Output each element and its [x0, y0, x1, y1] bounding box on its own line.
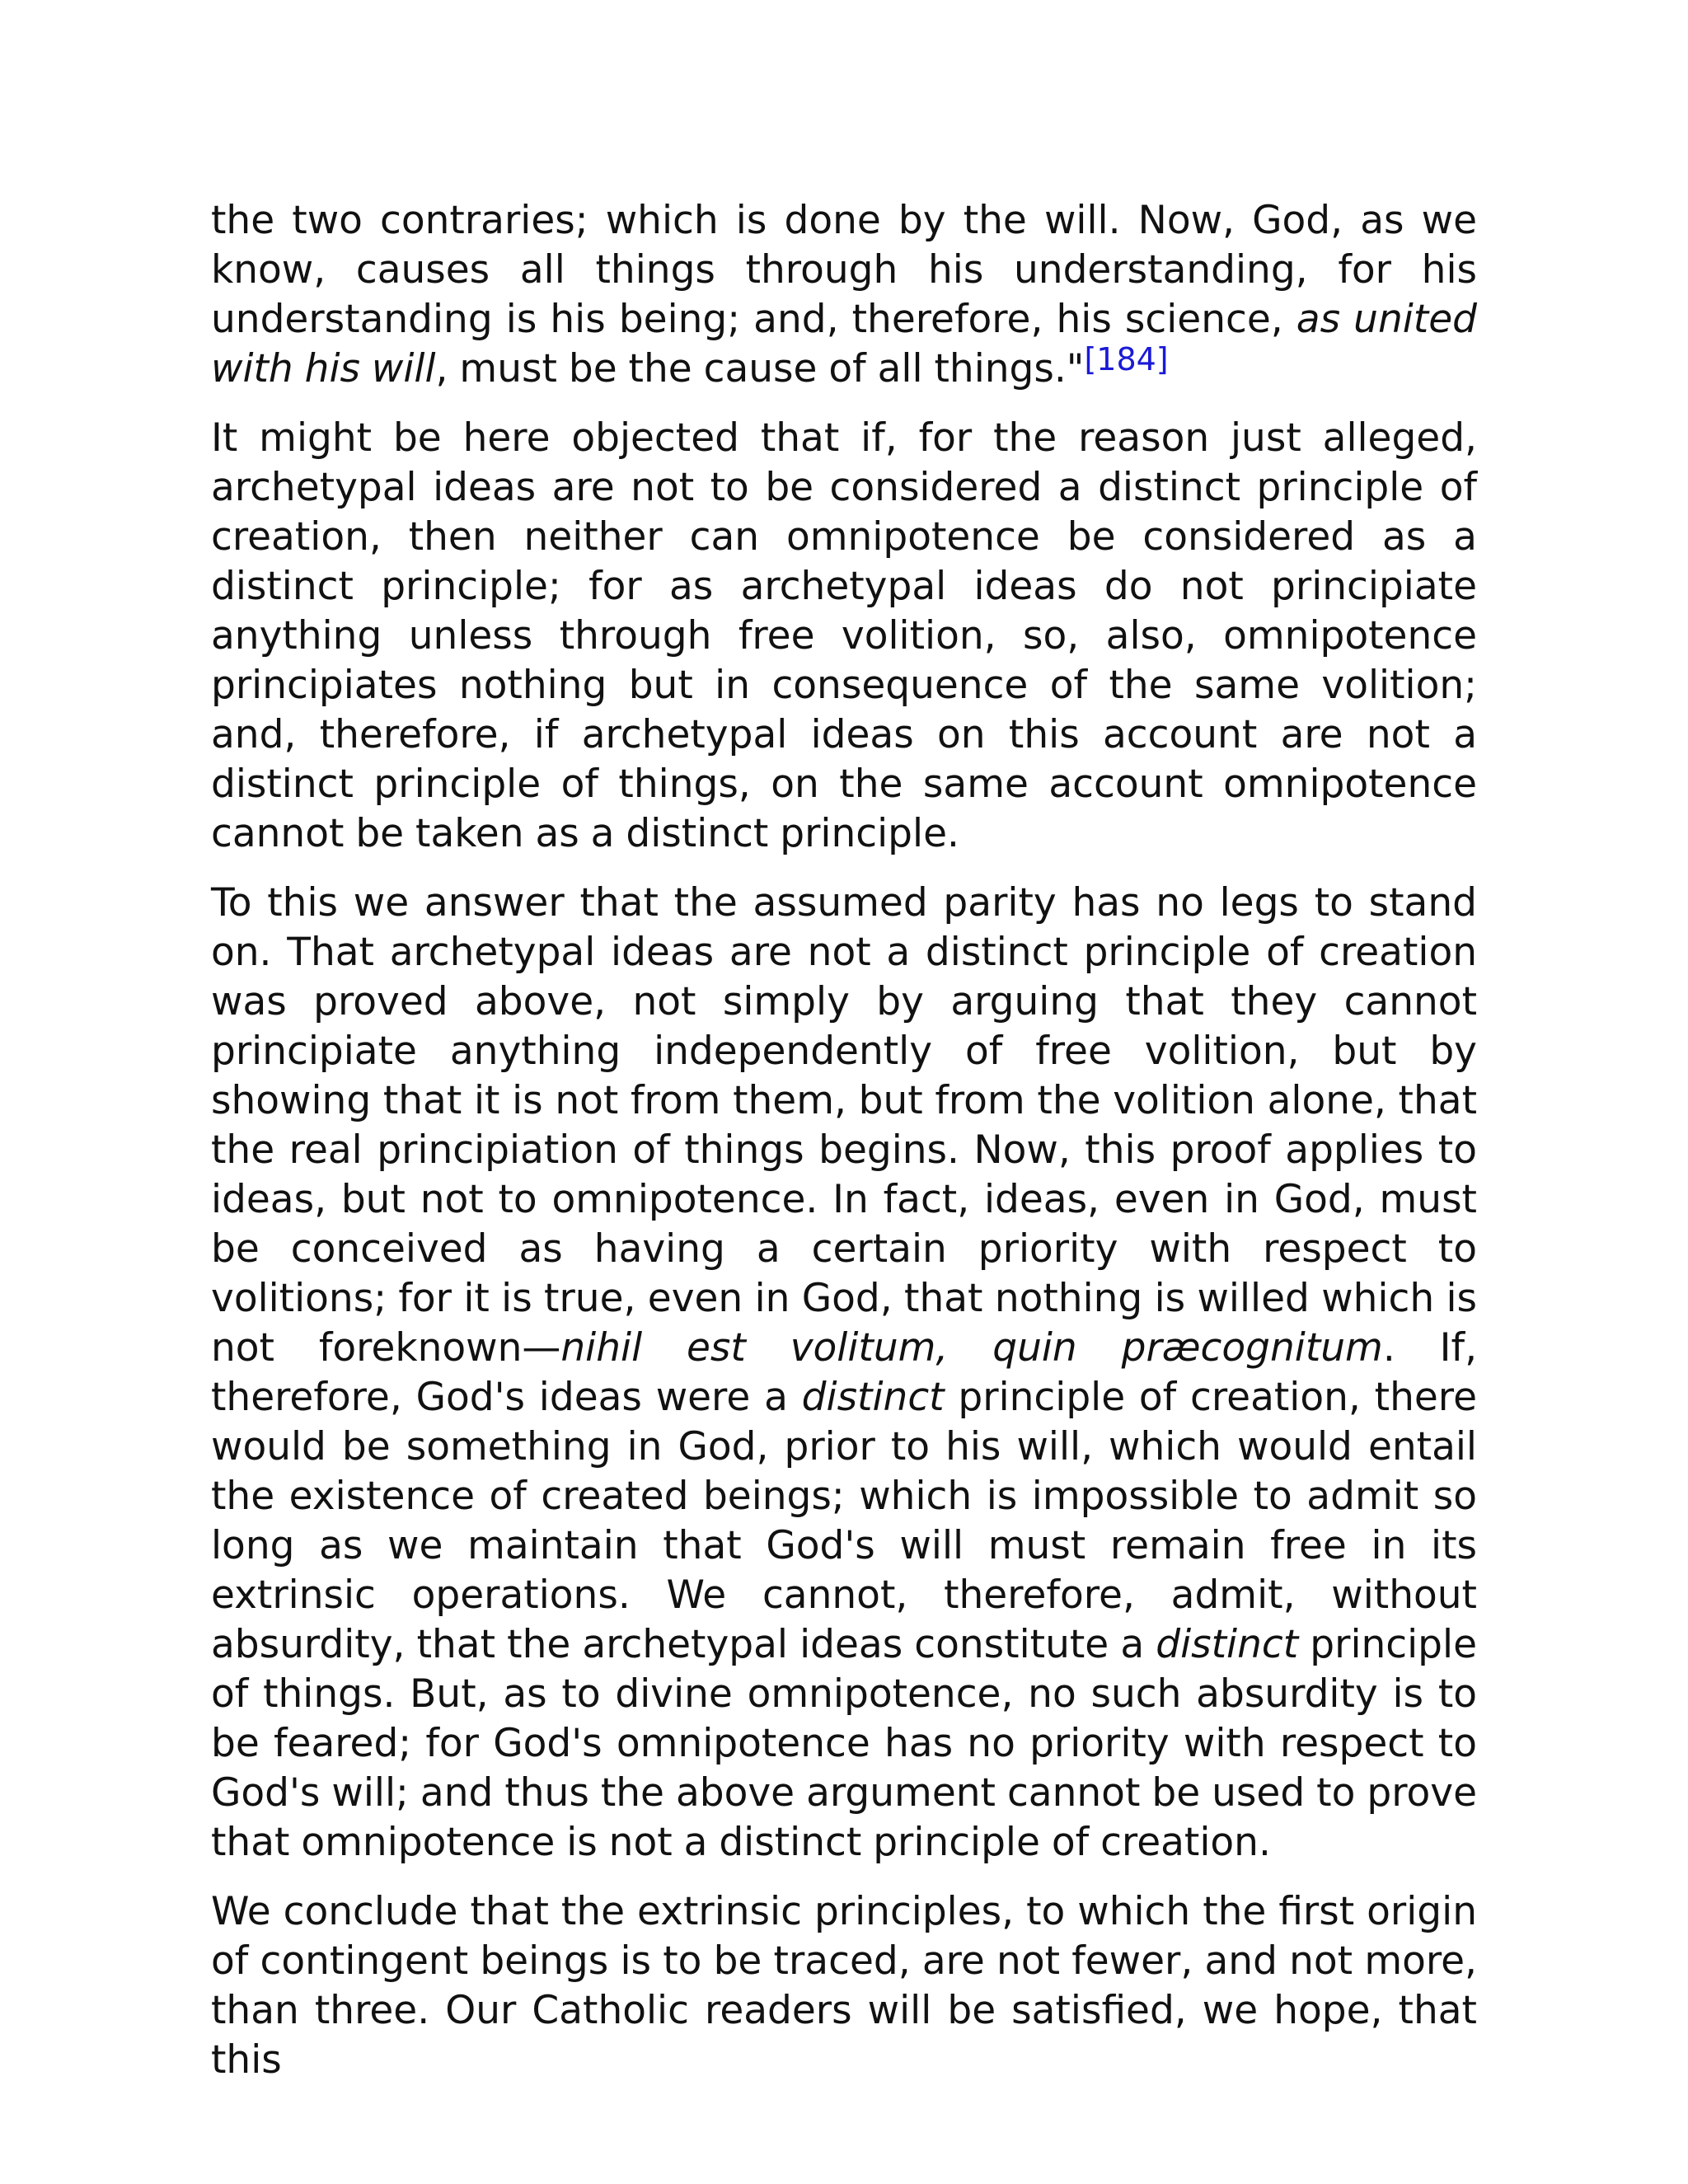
text-segment: . If, therefore, God's ideas were a — [211, 1325, 1478, 1420]
paragraph-3 — [211, 879, 1477, 1868]
italic-phrase: distinct — [1156, 1622, 1299, 1667]
italic-phrase: distinct — [801, 1375, 945, 1420]
footnote-link-184[interactable]: [184] — [1084, 341, 1169, 377]
text-segment: the two contraries; which is done by the will. Now, God, as we know, causes all things through his understanding, for his understanding is his being; and, therefore, his science, — [211, 198, 1477, 342]
text-segment: It might be here objected that if, for the reason just alleged, archetypal ideas are not to be considered a distinct principle of creation, then neither can omnipotence be considered as a distinct principle; for as archetypal ideas do not principiate anything unless through free volition, so, also, omnipotence principiates nothing but in consequence of the same volition; and, therefore, if archetypal ideas on this account are not a distinct principle of things, on the same account omnipotence cannot be taken as a distinct principle. — [211, 415, 1477, 856]
paragraph-4 — [211, 1887, 1477, 2085]
italic-phrase: as united with his will — [211, 297, 1477, 391]
paragraph-2 — [211, 414, 1477, 859]
paragraph-1 — [211, 196, 1477, 394]
text-segment: To this we answer that the assumed parity has no legs to stand on. That archetypal ideas are not a distinct principle of creation was proved above, not simply by arguing that they cannot principiate anything independently of free volition, but by showing that it is not from them, but from the volition alone, that the real principiation of things begins. Now, this proof applies to ideas, but not to omnipotence. In fact, ideas, even in God, must be conceived as having a certain priority with respect to volitions; for it is true, even in God, that nothing is willed which is not foreknown— — [211, 880, 1477, 1371]
italic-phrase: nihil est volitum, quin præcognitum — [560, 1325, 1383, 1371]
text-segment: , must be the cause of all things." — [435, 346, 1085, 391]
document-body — [211, 196, 1477, 2105]
text-segment: principle of creation, there would be something in God, prior to his will, which would entail the existence of created beings; which is impossible to admit so long as we maintain that God's will must remain free in its extrinsic operations. We cannot, therefore, admit, without absurdity, that the archetypal ideas constitute a — [211, 1375, 1477, 1667]
text-segment: We conclude that the extrinsic principles, to which the first origin of contingent beings is to be traced, are not fewer, and not more, than three. Our Catholic readers will be satisfied, we hope, that this — [211, 1889, 1477, 2083]
text-segment: principle of things. But, as to divine omnipotence, no such absurdity is to be feared; for God's omnipotence has no priority with respect to God's will; and thus the above argument cannot be used to prove that omnipotence is not a distinct principle of creation. — [211, 1622, 1477, 1865]
